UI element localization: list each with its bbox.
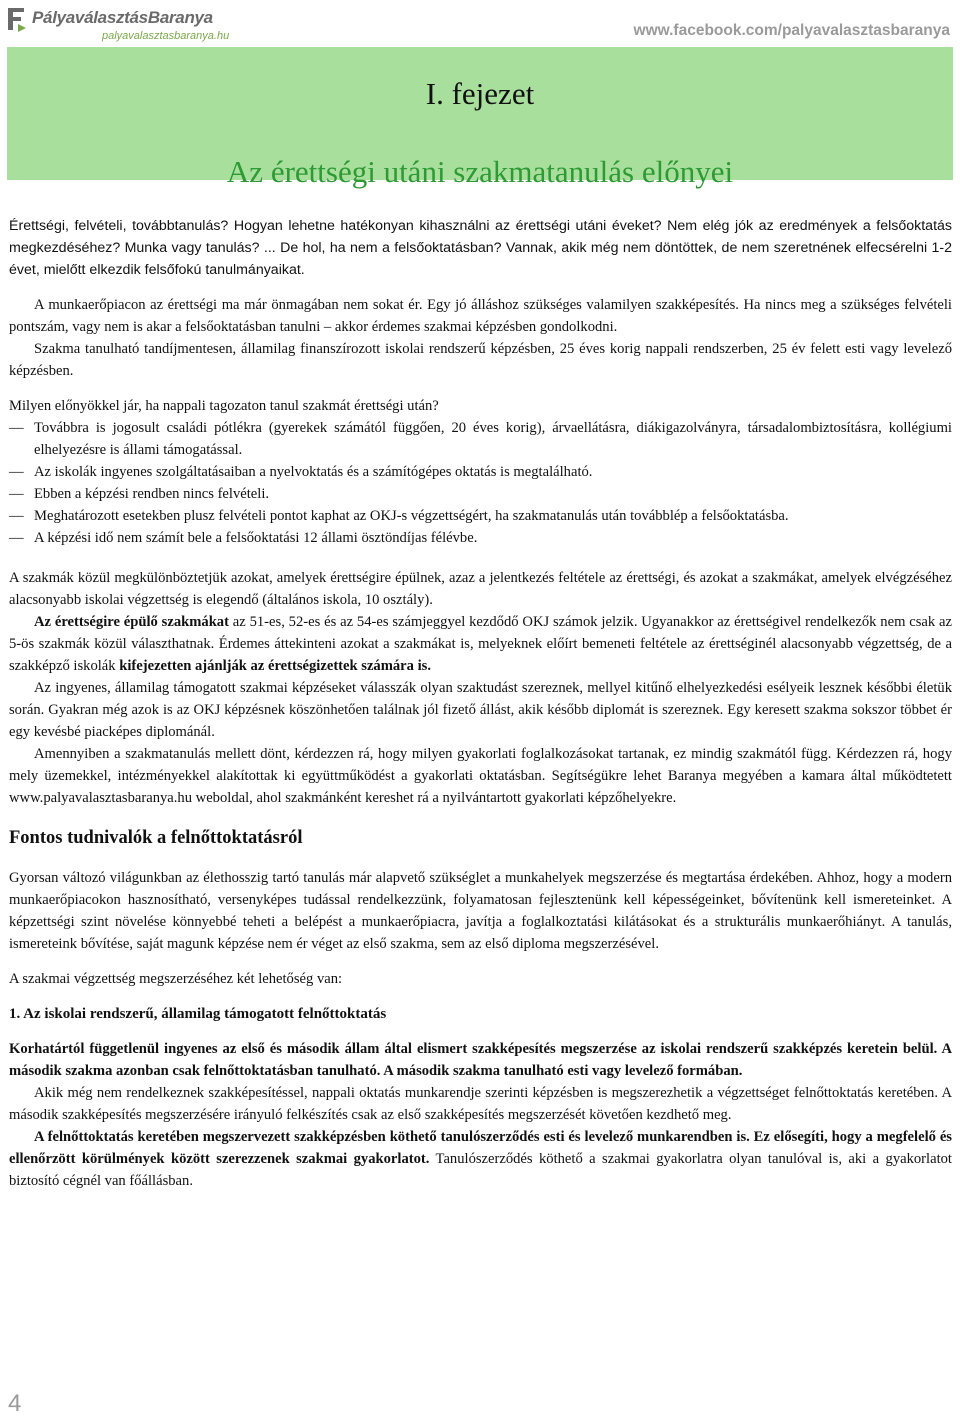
logo-title: PályaválasztásBaranya xyxy=(32,8,213,27)
page-header xyxy=(0,0,960,48)
dash-bullet-icon: — xyxy=(9,530,24,546)
facebook-url[interactable]: www.facebook.com/palyavalasztasbaranya xyxy=(633,22,950,39)
site-logo[interactable] xyxy=(6,4,230,46)
felnott-paragraph-2: A szakmai végzettség megszerzéséhez két lehetőség van: xyxy=(9,971,343,987)
szakmak-paragraph-3: Az ingyenes, államilag támogatott szakmai képzéseket válasszák olyan szaktudást szereznek, mellyel kitűnő elhelyezkedési esélyeik lesznek későbbi életük során. Gyakran még azok is az OKJ képzésnek köszönhetően találnak jól fizető állást, akik később diplomát is szereznek. Egy keresett szakma sokszor többet ér egy kevésbé piacképes diplománál. xyxy=(9,680,952,740)
dash-bullet-icon: — xyxy=(9,464,24,480)
advantage-item-text: A képzési idő nem számít bele a felsőoktatási 12 állami ösztöndíjas félévbe. xyxy=(34,530,478,546)
logo-mark-icon xyxy=(6,6,28,32)
main-content xyxy=(9,215,952,1192)
paragraph-text: Tanulószerződés köthető a szakmai gyakorlatra olyan tanulóval is, aki a gyakorlatot biztosító cégnél van főállásban. xyxy=(9,1151,952,1189)
advantage-item xyxy=(9,527,952,549)
advantage-item-text: Az iskolák ingyenes szolgáltatásaiban a nyelvoktatás és a számítógépes oktatás is megtalálható. xyxy=(34,464,593,480)
chapter-number: I. fejezet xyxy=(425,76,535,111)
advantage-item xyxy=(9,461,952,483)
advantages-question: Milyen előnyökkel jár, ha nappali tagozaton tanul szakmát érettségi után? xyxy=(9,398,439,414)
szakmak-paragraph-2 xyxy=(9,611,952,677)
intro-paragraph-1: Érettségi, felvételi, továbbtanulás? Hogyan lehetne hatékonyan kihasználni az érettségi utáni éveket? Nem elég jók az eredmények a felsőoktatás megkezdéséhez? Munka vagy tanulás? ... De hol, ha nem a felsőoktatásban? Vannak, akik még nem döntöttek, de nem szeretnének elfecsérelni 1-2 évet, mielőtt elkezdik felsőfokú tanulmányaikat. xyxy=(9,218,952,278)
dash-bullet-icon: — xyxy=(9,508,24,524)
advantage-item xyxy=(9,505,952,527)
advantage-item xyxy=(9,417,952,461)
intro-paragraph-2: A munkaerőpiacon az érettségi ma már önmagában nem sokat ér. Egy jó álláshoz szükséges valamilyen szakképesítés. Ha nincs meg a szükséges felvételi pontszám, vagy nem is akar a felsőoktatásban tanulni – akkor érdemes szakmai képzésben gondolkodni. xyxy=(9,297,952,335)
szakmak-paragraph-4: Amennyiben a szakmatanulás mellett dönt, kérdezzen rá, hogy milyen gyakorlati foglalkozásokat tartanak, ez mindig szakmától függ. Kérdezzen rá, hogy mely üzemekkel, intézményekkel alakítottak ki együttműködést a gyakorlati oktatásban. Segítségükre lehet Baranya megyében a kamara által működtetett www.palyavalasztasbaranya.hu weboldal, ahol szakmánként kereshet rá a nyilvántartott gyakorlati képzőhelyekre. xyxy=(9,746,952,806)
paragraph-text: az 51-es, 52-es és az 54-es számjeggyel kezdődő OKJ számok jelzik. Ugyanakkor az érettségivel rendelkezők nem csak az 5-ös szakmák közül választhatnak. Érdemes áttekinteni azokat a szakmákat is, melyeknek előírt bemeneti feltétele az érettséginél alacsonyabb végzettség, de a szakképző iskolák xyxy=(9,614,952,674)
section-heading: Fontos tudnivalók a felnőttoktatásról xyxy=(9,828,303,848)
bold-text: kifejezetten ajánlják az érettségizettek számára is. xyxy=(119,658,431,674)
bold-text: Korhatártól függetlenül ingyenes az első és második állam által elismert szakképesítés megszerzése az iskolai rendszerű szakképzés keretein belül. A második szakma azonban csak felnőttoktatásban tanulható. A második szakma tanulható esti vagy levelező formában. xyxy=(9,1041,952,1079)
dash-bullet-icon: — xyxy=(9,486,24,502)
advantage-item-text: Meghatározott esetekben plusz felvételi pontot kaphat az OKJ-s végzettségért, ha szakmatanulás után továbblép a felsőoktatásba. xyxy=(34,508,789,524)
page-number: 4 xyxy=(8,1390,22,1417)
bold-text: Az érettségire épülő szakmákat xyxy=(34,614,229,630)
logo-subtitle: palyavalasztasbaranya.hu xyxy=(102,30,230,42)
dash-bullet-icon: — xyxy=(9,420,24,436)
bold-text: A felnőttoktatás keretében megszervezett szakképzésben köthető tanulószerződés esti és levelező munkarendben is. Ez elősegíti, hogy a megfelelő és ellenőrzött körülmények között szerezzenek szakmai gyakorlatot. xyxy=(9,1129,952,1167)
felnott-paragraph-4: Akik még nem rendelkeznek szakképesítéssel, nappali oktatás munkarendje szerinti képzésben is megszerezhetik a végzettséget felnőttoktatás keretében. A második szakképesítés megszerzésére irányuló felkészítés csak az első szakképesítés megszerzését követően kezdhető meg. xyxy=(9,1085,952,1123)
advantage-item-text: Ebben a képzési rendben nincs felvételi. xyxy=(34,486,270,502)
chapter-title: Az érettségi utáni szakmatanulás előnyei xyxy=(226,154,734,189)
felnott-paragraph-3 xyxy=(9,1038,952,1082)
felnott-paragraph-5 xyxy=(9,1126,952,1192)
advantage-item-text: Továbbra is jogosult családi pótlékra (gyerekek számától függően, 20 éves korig), árvaellátásra, diákigazolványra, társadalombiztosításra, kollégiumi elhelyezésre is állami támogatással. xyxy=(34,420,952,458)
subsection-heading: 1. Az iskolai rendszerű, államilag támogatott felnőttoktatás xyxy=(9,1006,387,1022)
advantage-item xyxy=(9,483,952,505)
szakmak-paragraph-1: A szakmák közül megkülönböztetjük azokat, amelyek érettségire épülnek, azaz a jelentkezés feltétele az érettségi, és azokat a szakmákat, amelyek elvégzéséhez alacsonyabb iskolai végzettség is elegendő (általános iskola, 10 osztály). xyxy=(9,570,952,608)
intro-paragraph-3: Szakma tanulható tandíjmentesen, államilag finanszírozott iskolai rendszerű képzésben, 25 éves korig nappali rendszerben, 25 év felett esti vagy levelező képzésben. xyxy=(9,341,952,379)
chapter-banner xyxy=(7,47,953,189)
felnott-paragraph-1: Gyorsan változó világunkban az élethosszig tartó tanulás már alapvető szükséglet a munkahelyek megszerzése és megtartása érdekében. Ahhoz, hogy a modern munkaerőpiacokon hasznosítható, versenyképes tudással rendelkezzünk, folyamatosan fejlesztenünk kell képességeinket, bővítenünk kell ismereteinket. A képzettségi szint növelése könnyebbé teheti a belépést a munkaerőpiacra, javítja a foglalkoztatási kilátásokat és a strukturális munkaerőhiányt. A tanulás, ismereteink bővítése, saját magunk képzése nem ér véget az első szakma, sem az első diploma megszerzésével. xyxy=(9,870,952,952)
